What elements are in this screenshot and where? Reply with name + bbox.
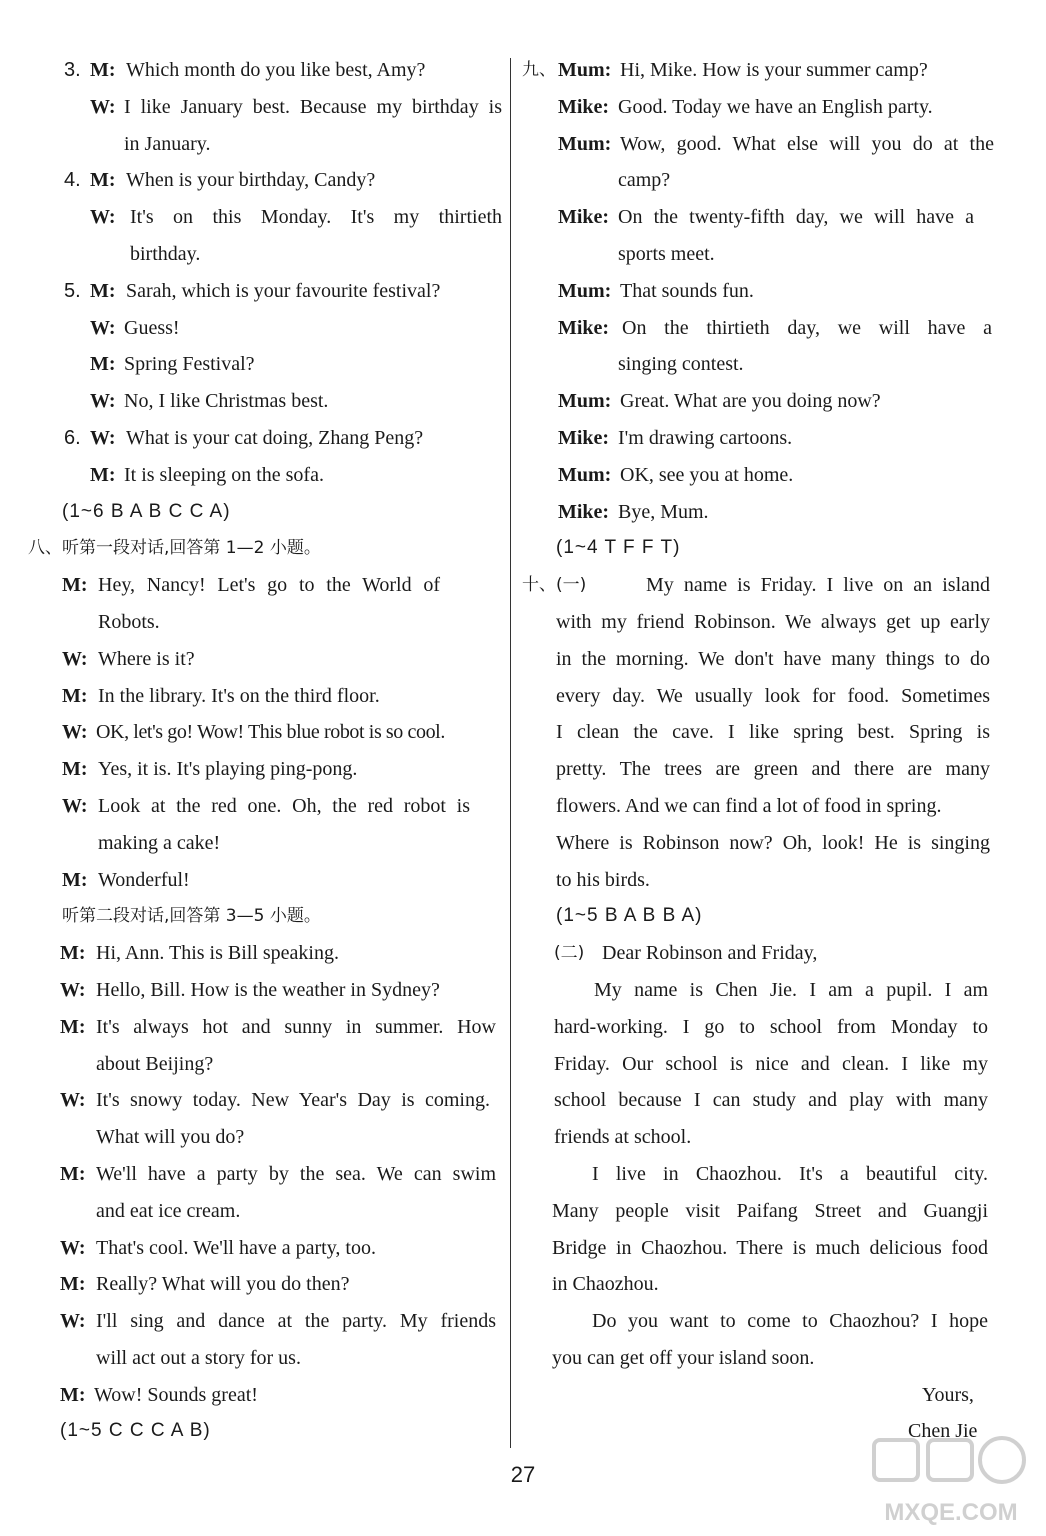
dialogue-line xyxy=(28,1009,506,1046)
dialogue-text: It's snowy today. New Year's Day is coming. xyxy=(96,1089,490,1112)
dialogue-text: Where is it? xyxy=(98,647,195,670)
watermark-glyph-3 xyxy=(980,1438,1024,1482)
dialogue-line xyxy=(518,346,996,383)
passage-text: I clean the cave. I like spring best. Spring is xyxy=(556,721,990,744)
dialogue-line xyxy=(28,236,506,273)
dialogue-line xyxy=(518,199,996,236)
dialogue-line xyxy=(28,1377,506,1414)
answer-key xyxy=(518,530,996,567)
dialogue-text: That sounds fun. xyxy=(620,279,754,302)
passage-text: Many people visit Paifang Street and Guangji xyxy=(552,1199,988,1222)
speaker: M: xyxy=(60,942,86,965)
passage-text: Where is Robinson now? Oh, look! He is singing xyxy=(556,831,990,854)
section-subheading xyxy=(28,898,506,935)
dialogue-line xyxy=(28,1193,506,1230)
dialogue-line xyxy=(518,457,996,494)
dialogue-text: Hi, Mike. How is your summer camp? xyxy=(620,59,928,81)
dialogue-line xyxy=(28,1340,506,1377)
passage-text: every day. We usually look for food. Sometimes xyxy=(556,684,990,707)
dialogue-line xyxy=(518,383,996,420)
dialogue-text: camp? xyxy=(618,169,671,192)
passage-line xyxy=(518,1193,996,1230)
dialogue-text: about Beijing? xyxy=(96,1052,214,1075)
passage-line xyxy=(518,1046,996,1083)
dialogue-text: It's always hot and sunny in summer. How xyxy=(96,1015,496,1038)
dialogue-line xyxy=(28,1046,506,1083)
dialogue-line xyxy=(28,1230,506,1267)
answer-text: (1~5 C C C A B) xyxy=(60,1420,211,1442)
passage-line xyxy=(518,714,996,751)
speaker: W: xyxy=(90,426,116,449)
dialogue-text: making a cake! xyxy=(98,831,221,854)
dialogue-text: In the library. It's on the third floor. xyxy=(98,684,380,707)
dialogue-line xyxy=(28,89,506,126)
speaker: W: xyxy=(60,1236,86,1259)
speaker: W: xyxy=(90,95,116,118)
dialogue-text: I'll sing and dance at the party. My friends xyxy=(96,1310,496,1333)
section-10-label: 十、(一) xyxy=(522,575,587,596)
passage-line xyxy=(518,1266,996,1303)
dialogue-line xyxy=(28,714,506,751)
passage-2-label: (二) xyxy=(554,943,585,964)
dialogue-text: Spring Festival? xyxy=(124,353,255,376)
dialogue-text: On the twenty-fifth day, we will have a xyxy=(618,206,974,229)
speaker: W: xyxy=(90,206,116,229)
column-divider xyxy=(510,58,511,1448)
speaker: M: xyxy=(90,463,116,486)
speaker: Mum: xyxy=(558,463,612,486)
watermark-logo xyxy=(866,1432,1036,1532)
watermark-glyph-1 xyxy=(874,1440,918,1480)
speaker: Mike: xyxy=(558,95,610,118)
passage-line xyxy=(518,1303,996,1340)
item-number: 4. xyxy=(64,169,81,192)
dialogue-text: We'll have a party by the sea. We can swim xyxy=(96,1162,496,1185)
speaker: M: xyxy=(60,1273,86,1296)
dialogue-text: No, I like Christmas best. xyxy=(124,390,329,413)
dialogue-line xyxy=(28,751,506,788)
passage-line xyxy=(518,641,996,678)
passage-text: flowers. And we can find a lot of food in spring. xyxy=(556,794,942,817)
passage-text: My name is Chen Jie. I am a pupil. I am xyxy=(594,978,988,1001)
speaker: W: xyxy=(90,316,116,339)
passage-text: Do you want to come to Chaozhou? I hope xyxy=(592,1310,988,1333)
dialogue-line xyxy=(518,126,996,163)
dialogue-line xyxy=(28,273,506,310)
dialogue-line xyxy=(28,788,506,825)
passage-text: Friday. Our school is nice and clean. I like my xyxy=(554,1052,988,1075)
passage-text: to his birds. xyxy=(556,868,650,891)
passage-line xyxy=(518,567,996,604)
dialogue-line xyxy=(28,567,506,604)
passage-text: Bridge in Chaozhou. There is much delicious food xyxy=(552,1236,988,1259)
section-heading xyxy=(28,530,506,567)
dialogue-line xyxy=(28,935,506,972)
dialogue-line xyxy=(28,457,506,494)
dialogue-line xyxy=(518,273,996,310)
passage-line xyxy=(518,751,996,788)
signature: Chen Jie xyxy=(908,1420,978,1443)
speaker: M: xyxy=(90,59,116,81)
item-number: 5. xyxy=(64,279,81,302)
speaker: W: xyxy=(62,647,88,670)
answer-text: (1~6 B A B C C A) xyxy=(62,500,231,522)
dialogue-line xyxy=(28,641,506,678)
speaker: Mike: xyxy=(558,500,610,523)
dialogue-text: Good. Today we have an English party. xyxy=(618,95,933,118)
dialogue-text: Wow, good. What else will you do at the xyxy=(620,132,994,155)
dialogue-line xyxy=(28,420,506,457)
passage-text: school because I can study and play with many xyxy=(554,1089,988,1112)
passage-line xyxy=(518,1009,996,1046)
speaker: M: xyxy=(62,868,88,891)
dialogue-text: Guess! xyxy=(124,316,180,339)
passage-text: My name is Friday. I live on an island xyxy=(646,574,990,597)
speaker: M: xyxy=(90,169,116,192)
speaker: Mike: xyxy=(558,316,610,339)
watermark-glyph-2 xyxy=(928,1440,972,1480)
dialogue-text: Yes, it is. It's playing ping-pong. xyxy=(98,758,358,781)
dialogue-text: Hi, Ann. This is Bill speaking. xyxy=(96,942,339,965)
passage-text: in the morning. We don't have many things to do xyxy=(556,647,990,670)
dialogue-text: That's cool. We'll have a party, too. xyxy=(96,1236,376,1259)
dialogue-line xyxy=(518,310,996,347)
speaker: Mike: xyxy=(558,426,610,449)
dialogue-text: Robots. xyxy=(98,610,160,633)
speaker: M: xyxy=(90,353,116,376)
speaker: M: xyxy=(62,574,88,597)
dialogue-text: birthday. xyxy=(130,242,201,265)
dialogue-text: I'm drawing cartoons. xyxy=(618,426,793,449)
dialogue-text: What will you do? xyxy=(96,1126,245,1149)
dialogue-line xyxy=(28,862,506,899)
dialogue-text: in January. xyxy=(124,132,211,155)
dialogue-text: will act out a story for us. xyxy=(96,1346,301,1369)
dialogue-text: I like January best. Because my birthday is xyxy=(124,95,502,118)
dialogue-line xyxy=(28,310,506,347)
dialogue-line xyxy=(28,52,506,89)
passage-line xyxy=(518,788,996,825)
passage-text: you can get off your island soon. xyxy=(552,1346,815,1369)
dialogue-line xyxy=(28,972,506,1009)
passage-text: pretty. The trees are green and there are many xyxy=(556,758,990,781)
answer-key xyxy=(28,494,506,531)
dialogue-line xyxy=(28,678,506,715)
dialogue-line xyxy=(28,383,506,420)
greeting: Dear Robinson and Friday, xyxy=(602,942,818,965)
dialogue-text: and eat ice cream. xyxy=(96,1199,241,1222)
closing: Yours, xyxy=(922,1383,974,1406)
dialogue-line xyxy=(28,346,506,383)
dialogue-line xyxy=(518,52,996,89)
speaker: W: xyxy=(62,721,88,744)
dialogue-line xyxy=(28,825,506,862)
dialogue-text: Great. What are you doing now? xyxy=(620,390,881,413)
passage-line xyxy=(518,678,996,715)
speaker: M: xyxy=(60,1162,86,1185)
speaker: M: xyxy=(60,1015,86,1038)
answer-text: (1~4 T F F T) xyxy=(556,537,681,559)
closing-line xyxy=(518,1377,996,1414)
section-9-label: 九、 xyxy=(522,60,556,80)
dialogue-text: OK, let's go! Wow! This blue robot is so cool. xyxy=(96,721,445,744)
dialogue-text: singing contest. xyxy=(618,353,744,376)
passage-line xyxy=(518,1082,996,1119)
passage-line xyxy=(518,862,996,899)
passage-line xyxy=(518,935,996,972)
dialogue-line xyxy=(518,494,996,531)
dialogue-line xyxy=(518,162,996,199)
dialogue-line xyxy=(28,1082,506,1119)
speaker: W: xyxy=(62,794,88,817)
speaker: Mum: xyxy=(558,59,612,81)
dialogue-text: Wonderful! xyxy=(98,868,190,891)
right-column xyxy=(518,52,996,1450)
dialogue-text: Really? What will you do then? xyxy=(96,1273,350,1296)
passage-text: in Chaozhou. xyxy=(552,1273,659,1296)
passage-text: hard-working. I go to school from Monday to xyxy=(554,1015,988,1038)
answer-key xyxy=(28,1413,506,1450)
speaker: Mike: xyxy=(558,206,610,229)
passage-line xyxy=(518,972,996,1009)
page-number: 27 xyxy=(510,1462,536,1487)
passage-line xyxy=(518,1230,996,1267)
dialogue-text: Which month do you like best, Amy? xyxy=(126,59,426,81)
dialogue-line xyxy=(518,89,996,126)
speaker: M: xyxy=(62,758,88,781)
dialogue-text: On the thirtieth day, we will have a xyxy=(622,316,992,339)
dialogue-line xyxy=(28,1119,506,1156)
section-8-heading: 八、听第一段对话,回答第 1—2 小题。 xyxy=(28,538,321,559)
dialogue-text: When is your birthday, Candy? xyxy=(126,169,376,192)
answer-text: (1~5 B A B B A) xyxy=(556,905,703,927)
left-column xyxy=(28,52,506,1450)
dialogue-line xyxy=(28,1156,506,1193)
speaker: W: xyxy=(60,1089,86,1112)
passage-text: with my friend Robinson. We always get up early xyxy=(556,610,990,633)
dialogue-line xyxy=(28,199,506,236)
dialogue-line xyxy=(518,420,996,457)
dialogue-line xyxy=(28,162,506,199)
dialogue-text: Wow! Sounds great! xyxy=(94,1383,258,1406)
dialogue-line xyxy=(518,236,996,273)
speaker: Mum: xyxy=(558,390,612,413)
speaker: W: xyxy=(60,1310,86,1333)
dialogue-line xyxy=(28,1303,506,1340)
passage-text: I live in Chaozhou. It's a beautiful city. xyxy=(592,1162,988,1185)
dialogue-text: It is sleeping on the sofa. xyxy=(124,463,324,486)
answer-key xyxy=(518,898,996,935)
section-8-subheading: 听第二段对话,回答第 3—5 小题。 xyxy=(62,906,321,927)
dialogue-text: It's on this Monday. It's my thirtieth xyxy=(130,206,502,229)
speaker: Mum: xyxy=(558,279,612,302)
speaker: W: xyxy=(60,978,86,1001)
speaker: W: xyxy=(90,390,116,413)
passage-text: friends at school. xyxy=(554,1126,692,1149)
speaker: M: xyxy=(90,279,116,302)
dialogue-text: Hello, Bill. How is the weather in Sydney? xyxy=(96,978,440,1001)
passage-line xyxy=(518,1119,996,1156)
speaker: M: xyxy=(62,684,88,707)
item-number: 6. xyxy=(64,426,81,449)
dialogue-text: What is your cat doing, Zhang Peng? xyxy=(126,426,424,449)
dialogue-text: sports meet. xyxy=(618,242,715,265)
dialogue-text: Bye, Mum. xyxy=(618,500,709,523)
speaker: Mum: xyxy=(558,132,612,155)
dialogue-text: OK, see you at home. xyxy=(620,463,794,486)
dialogue-line xyxy=(28,1266,506,1303)
dialogue-line xyxy=(28,604,506,641)
passage-line xyxy=(518,1156,996,1193)
watermark-text: MXQE.COM xyxy=(884,1499,1018,1526)
speaker: M: xyxy=(60,1383,86,1406)
passage-line xyxy=(518,825,996,862)
dialogue-text: Sarah, which is your favourite festival? xyxy=(126,279,441,302)
passage-line xyxy=(518,604,996,641)
dialogue-text: Hey, Nancy! Let's go to the World of xyxy=(98,574,440,597)
passage-line xyxy=(518,1340,996,1377)
item-number: 3. xyxy=(64,59,81,81)
dialogue-line xyxy=(28,126,506,163)
dialogue-text: Look at the red one. Oh, the red robot is xyxy=(98,794,470,817)
